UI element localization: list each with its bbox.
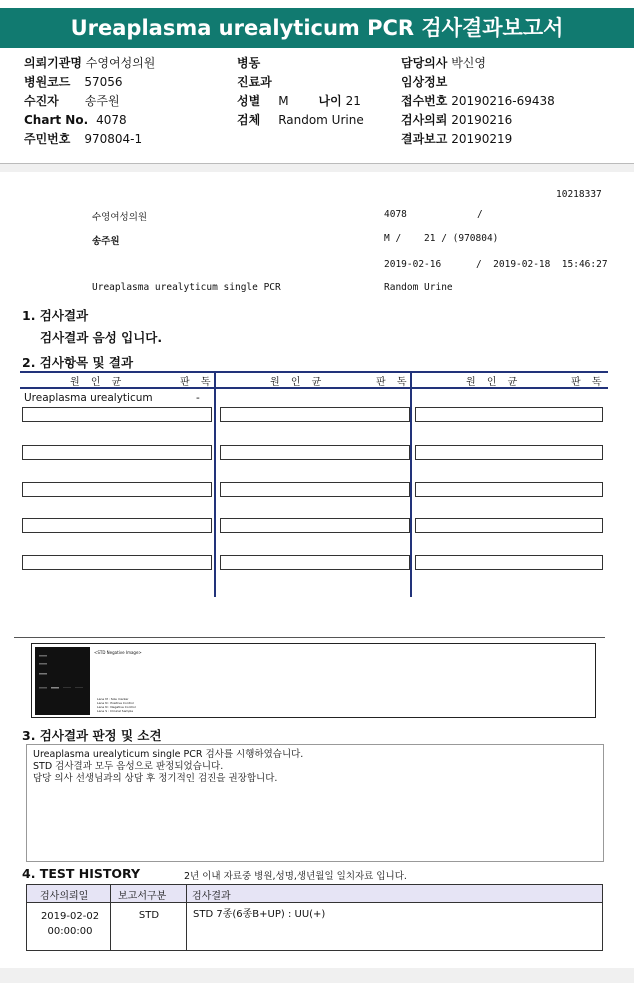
page-bottom-gap — [0, 968, 634, 983]
history-row-result: STD 7종(6종B+UP) : UU(+) — [193, 909, 326, 920]
info-slash: / — [477, 209, 483, 220]
code-value: 57056 — [84, 75, 123, 89]
info-test: Ureaplasma urealyticum single PCR — [92, 282, 281, 293]
report-value: 20190219 — [451, 132, 513, 146]
empty-cell — [220, 482, 410, 497]
history-row-type: STD — [138, 910, 160, 921]
history-row-date — [34, 909, 106, 939]
empty-cell — [415, 407, 603, 422]
chart-label: Chart No. — [24, 113, 89, 127]
history-col-type: 보고서구분 — [118, 891, 167, 902]
patient-value: 송주원 — [84, 94, 120, 108]
chart-value: 4078 — [96, 113, 127, 127]
history-header — [26, 884, 603, 903]
col-organism-3: 원 인 균 — [466, 377, 522, 388]
doctor-label: 담당의사 — [401, 56, 448, 70]
hospital-value: 수영여성의원 — [85, 56, 156, 70]
info-hospital: 수영여성의원 — [92, 212, 148, 223]
gel-caption: <STD Negative Image> — [94, 650, 142, 655]
ward-label: 병동 — [237, 56, 261, 70]
history-note: 2년 이내 자료중 병원,성명,생년월일 일치자료 입니다. — [184, 871, 407, 882]
empty-cell — [415, 518, 603, 533]
header-middle — [237, 54, 364, 130]
header-right — [401, 54, 555, 149]
header-left — [24, 54, 155, 149]
empty-cell — [220, 518, 410, 533]
resident-label: 주민번호 — [24, 132, 71, 146]
empty-cell — [415, 482, 603, 497]
section3-title: 3. 검사결과 판정 및 소견 — [22, 728, 162, 743]
col-judge-2: 판 독 — [376, 377, 411, 388]
history-time: 00:00:00 — [47, 926, 93, 937]
gel-divider — [14, 637, 605, 638]
history-col-result: 검사결과 — [192, 891, 231, 902]
findings-box — [26, 744, 604, 862]
hospital-label: 의뢰기관명 — [24, 56, 82, 70]
section2-title: 2. 검사항목 및 결과 — [22, 355, 134, 370]
doctor-value: 박신영 — [451, 56, 486, 70]
finding-line: STD 검사결과 모두 음성으로 판정되었습니다. — [33, 761, 224, 772]
clinical-label: 임상정보 — [401, 75, 448, 89]
page-gap — [0, 164, 634, 172]
receipt-value: 20190216-69438 — [451, 94, 555, 108]
first-row-organism: Ureaplasma urealyticum — [24, 392, 153, 404]
col-judge-1: 판 독 — [180, 377, 215, 388]
empty-cell — [22, 555, 212, 570]
specimen-value: Random Urine — [278, 113, 364, 127]
report-id: 10218337 — [556, 189, 602, 200]
gel-legend-item: Lane M : Size marker — [97, 697, 129, 701]
finding-line: 담당 의사 선생님과의 상담 후 정기적인 검진을 권장합니다. — [33, 773, 278, 784]
history-date: 2019-02-02 — [40, 911, 100, 922]
empty-cell — [415, 555, 603, 570]
code-label: 병원코드 — [24, 75, 71, 89]
resident-value: 970804-1 — [84, 132, 143, 146]
empty-cell — [220, 407, 410, 422]
empty-cell — [220, 445, 410, 460]
gel-legend-item: Lane N : Negative Control — [97, 705, 136, 709]
history-col-date: 검사의뢰일 — [40, 891, 89, 902]
sex-label: 성별 — [237, 94, 261, 108]
history-col-line-1 — [110, 884, 111, 951]
age-value: 21 — [345, 94, 361, 108]
section1-title: 1. 검사결과 — [22, 308, 89, 323]
gel-bands — [35, 647, 90, 715]
empty-cell — [22, 407, 212, 422]
specimen-label: 검체 — [237, 113, 261, 127]
gel-legend-item: Lane N : Positive Control — [97, 701, 134, 705]
gel-image — [35, 647, 90, 715]
sex-value: M — [278, 94, 289, 108]
empty-cell — [22, 482, 212, 497]
empty-cell — [22, 518, 212, 533]
info-chart: 4078 — [384, 209, 407, 220]
gel-legend-item: Lane S : Clinical Sample — [97, 709, 134, 713]
col-organism-2: 원 인 균 — [270, 377, 326, 388]
age-label: 나이 — [318, 94, 342, 108]
report-title: Ureaplasma urealyticum PCR 검사결과보고서 — [0, 8, 634, 48]
col-organism-1: 원 인 균 — [70, 377, 126, 388]
info-sex-age: M / 21 / (970804) — [384, 233, 499, 244]
empty-cell — [22, 445, 212, 460]
info-date1: 2019-02-16 — [384, 259, 442, 270]
table-col-divider-1 — [214, 371, 216, 597]
info-specimen: Random Urine — [384, 282, 453, 293]
info-name: 송주원 — [92, 236, 120, 247]
request-value: 20190216 — [451, 113, 513, 127]
finding-line: Ureaplasma urealyticum single PCR 검사를 시행하였습니다. — [33, 749, 304, 760]
section1-result: 검사결과 음성 입니다. — [40, 330, 163, 345]
history-col-line-2 — [186, 884, 187, 951]
dept-label: 진료과 — [237, 75, 272, 89]
patient-label: 수진자 — [24, 94, 59, 108]
info-date2: / 2019-02-18 15:46:27 — [476, 259, 608, 270]
receipt-label: 접수번호 — [401, 94, 448, 108]
empty-cell — [415, 445, 603, 460]
gel-legend — [97, 697, 136, 713]
table-col-divider-2 — [410, 371, 412, 597]
report-label: 결과보고 — [401, 132, 448, 146]
request-label: 검사의뢰 — [401, 113, 448, 127]
section4-title: 4. TEST HISTORY — [22, 866, 141, 881]
empty-cell — [220, 555, 410, 570]
col-judge-3: 판 독 — [571, 377, 606, 388]
first-row-result: - — [196, 392, 200, 404]
